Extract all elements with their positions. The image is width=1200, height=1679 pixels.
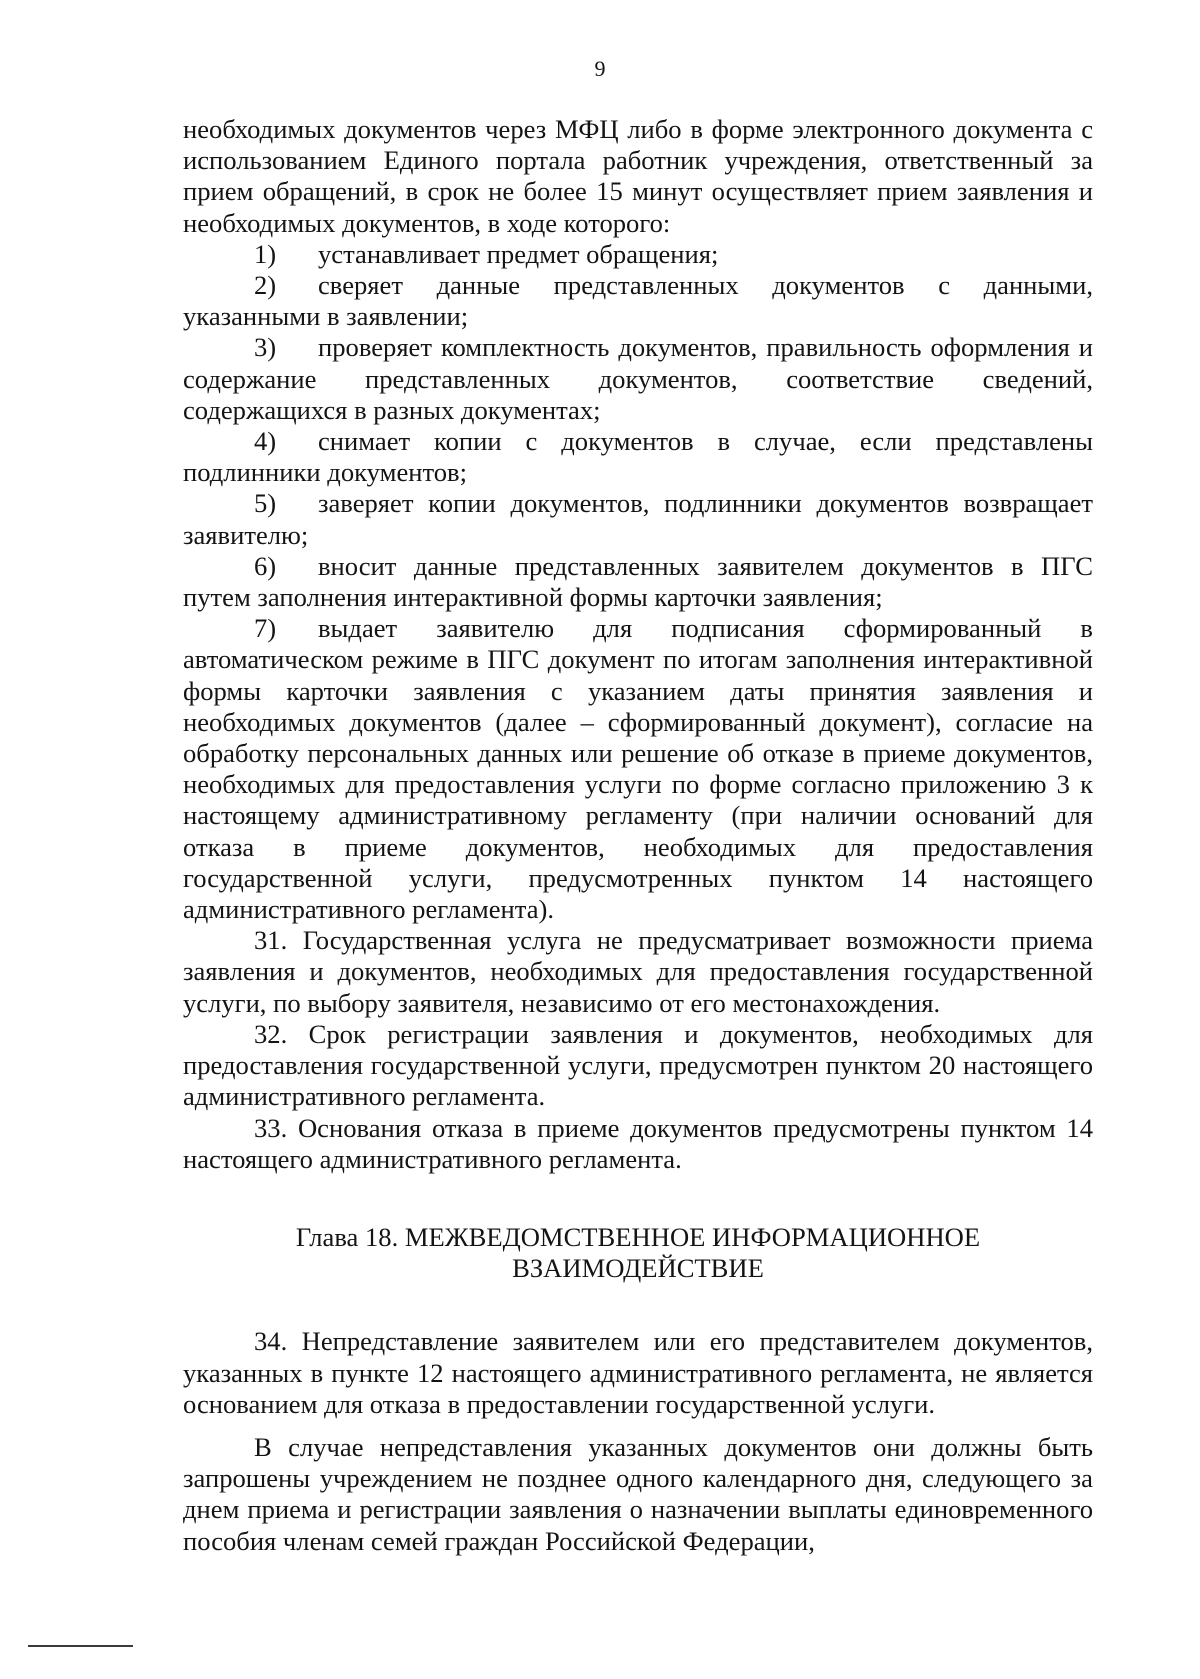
list-item-7 — [183, 613, 1093, 925]
list-item-5 — [183, 488, 1093, 550]
list-item-6 — [183, 551, 1093, 613]
paragraph-31: 31. Государственная услуга не предусматривает возможности приема заявления и документов, необходимых для предоставления государственной услуги, по выбору заявителя, независимо от его местонахождения. — [183, 925, 1093, 1018]
list-item-number: 5) — [254, 488, 277, 519]
document-body — [183, 114, 1093, 1557]
chapter-heading-line-1: Глава 18. МЕЖВЕДОМСТВЕННОЕ ИНФОРМАЦИОННОЕ — [295, 1221, 981, 1252]
paragraph-continuation: В случае непредставления указанных документов они должны быть запрошены учреждением не позднее одного календарного дня, следующего за днем приема и регистрации заявления о назначении выплаты единовременного пособия членам семей граждан Российской Федерации, — [183, 1431, 1093, 1556]
chapter-heading-line-2: ВЗАИМОДЕЙСТВИЕ — [512, 1253, 764, 1284]
list-item-text: вносит данные представленных заявителем документов в ПГС путем заполнения интерактивной формы карточки заявления; — [183, 550, 1093, 613]
list-item-number: 3) — [254, 332, 277, 363]
list-item-3 — [183, 332, 1093, 426]
paragraph-33: 33. Основания отказа в приеме документов предусмотрены пунктом 14 настоящего административного регламента. — [183, 1112, 1093, 1174]
list-item-text: снимает копии с документов в случае, если представлены подлинники документов; — [183, 426, 1093, 488]
list-item-text: устанавливает предмет обращения; — [318, 238, 719, 269]
list-item-1 — [183, 239, 1093, 270]
chapter-heading — [183, 1222, 1093, 1284]
list-item-number: 7) — [254, 613, 277, 644]
list-item-text: сверяет данные представленных документов с данными, указанными в заявлении; — [183, 270, 1093, 332]
list-item-number: 1) — [254, 238, 277, 269]
intro-paragraph: необходимых документов через МФЦ либо в форме электронного документа с использованием Единого портала работник учреждения, ответственный за прием обращений, в срок не более 15 минут осуществляет прием заявления и необходимых документов, в ходе которого: — [183, 114, 1093, 238]
list-item-number: 4) — [254, 426, 277, 457]
list-item-2 — [183, 270, 1093, 332]
page-number: 9 — [594, 56, 606, 81]
list-item-text: выдает заявителю для подписания сформированный в автоматическом режиме в ПГС документ по итогам заполнения интерактивной формы карточки заявления с указанием даты принятия заявления и необходимых документов (далее – сформированный документ), согласие на обработку персональных данных или решение об отказе в приеме документов, необходимых для предоставления услуги по форме согласно приложению 3 к настоящему административному регламенту (при наличии оснований для отказа в приеме документов, необходимых для предоставления государственной услуги, предусмотренных пунктом 14 настоящего административного регламента). — [183, 613, 1093, 925]
paragraph-32: 32. Срок регистрации заявления и документов, необходимых для предоставления государственной услуги, предусмотрен пунктом 20 настоящего административного регламента. — [183, 1018, 1093, 1112]
list-item-number: 6) — [254, 550, 277, 581]
paragraph-34: 34. Непредставление заявителем или его представителем документов, указанных в пункте 12 настоящего административного регламента, не является основанием для отказа в предоставлении государственной услуги. — [183, 1326, 1093, 1419]
list-item-number: 2) — [254, 270, 277, 301]
scan-artifact-line — [28, 1645, 133, 1647]
list-item-text: проверяет комплектность документов, правильность оформления и содержание представленных документов, соответствие сведений, содержащихся в разных документах; — [183, 332, 1093, 425]
list-item-text: заверяет копии документов, подлинники документов возвращает заявителю; — [183, 488, 1093, 550]
list-item-4 — [183, 426, 1093, 488]
